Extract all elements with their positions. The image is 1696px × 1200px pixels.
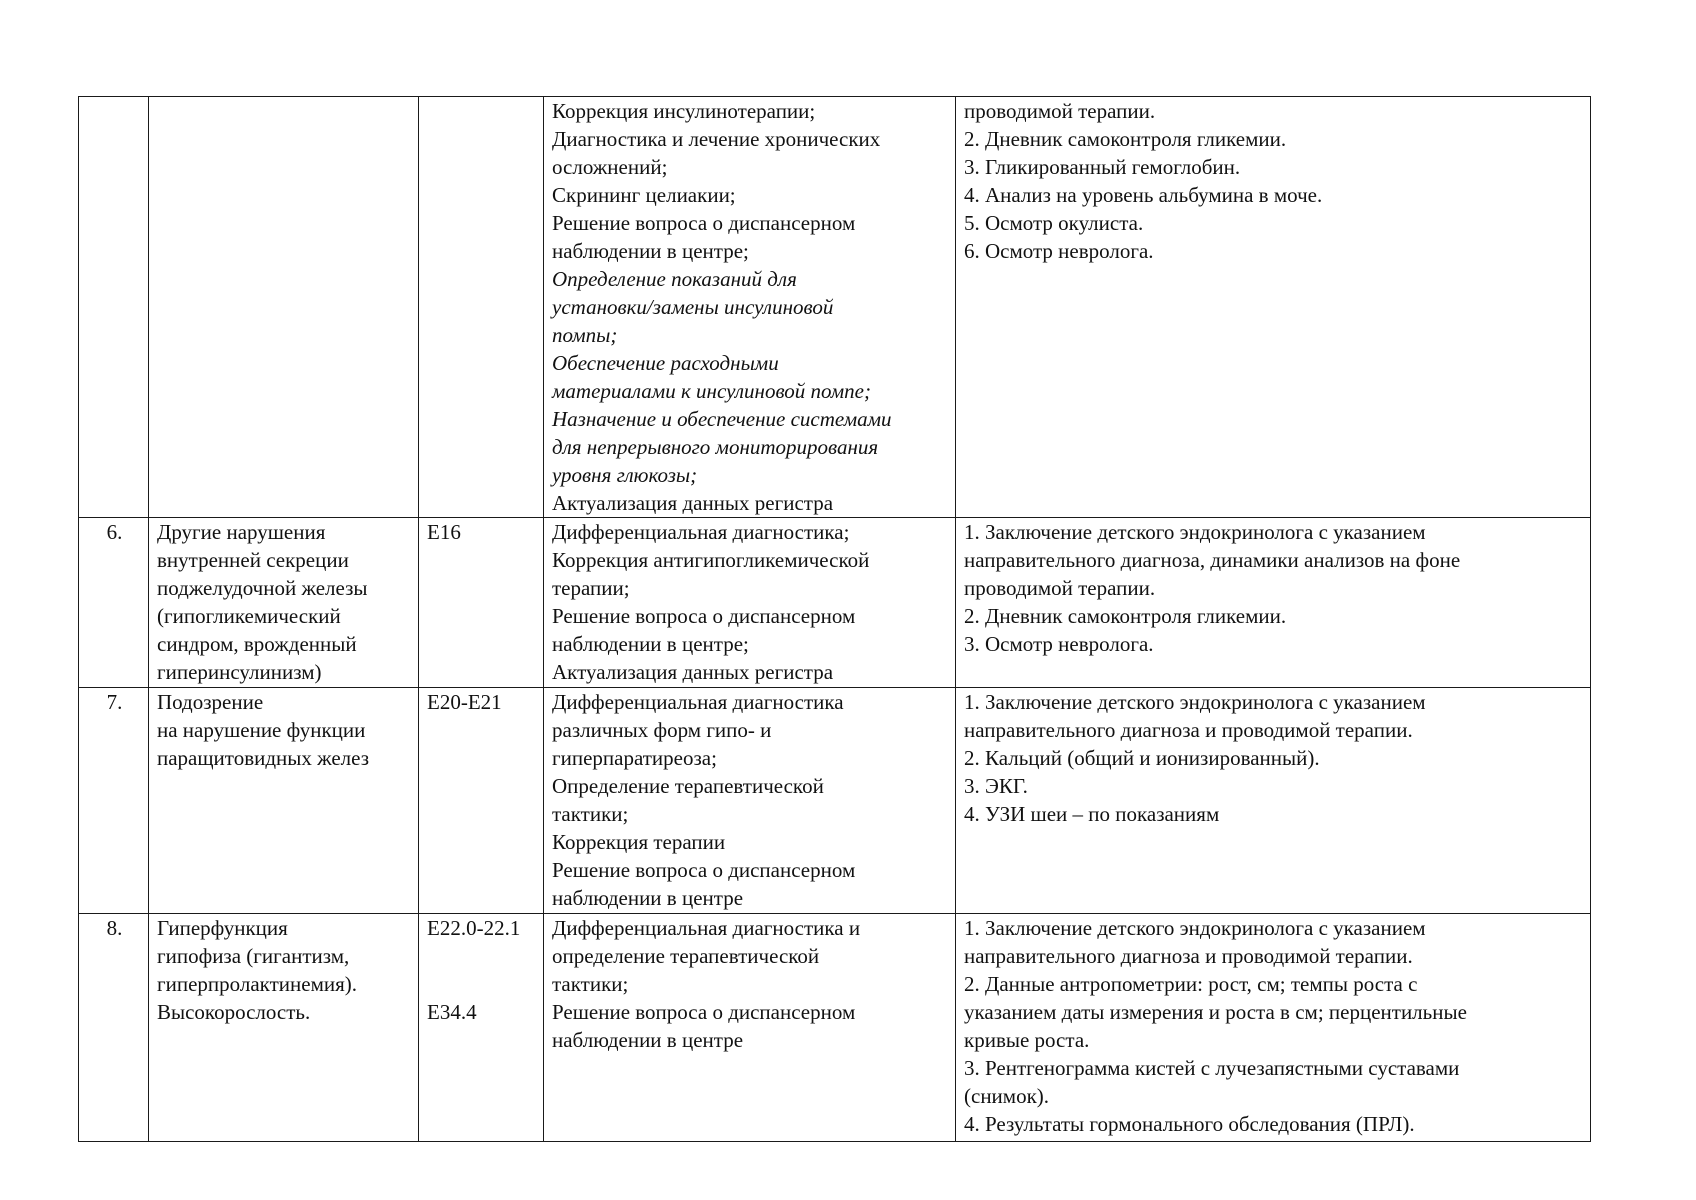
document-line: 6. Осмотр невролога. (964, 239, 1154, 263)
document-line: указанием даты измерения и роста в см; перцентильные (964, 1000, 1467, 1024)
measure-line: помпы; (552, 323, 618, 347)
document-line: проводимой терапии. (964, 99, 1156, 123)
condition-line: паращитовидных желез (157, 746, 370, 770)
measure-line: Скрининг целиакии; (552, 183, 736, 207)
row-number: 6. (79, 518, 149, 688)
document-line: 2. Дневник самоконтроля гликемии. (964, 127, 1287, 151)
measure-line: Актуализация данных регистра (552, 660, 834, 684)
measure-line: тактики; (552, 972, 629, 996)
documents-cell (956, 914, 1591, 1142)
table-row (79, 914, 1591, 1142)
measure-line: Назначение и обеспечение системами (552, 407, 892, 431)
measure-line: наблюдении в центре (552, 1028, 744, 1052)
document-line: 3. Гликированный гемоглобин. (964, 155, 1241, 179)
measure-line: тактики; (552, 802, 629, 826)
document-line: кривые роста. (964, 1028, 1090, 1052)
condition-line: гиперинсулинизм) (157, 660, 322, 684)
row-number: 7. (79, 688, 149, 914)
condition-cell (149, 518, 419, 688)
measure-line: Актуализация данных регистра (552, 491, 834, 515)
row-number: 8. (79, 914, 149, 1142)
condition-line: Другие нарушения (157, 520, 326, 544)
icd-code: E22.0-22.1 (427, 916, 521, 940)
icd-code-cell (419, 97, 544, 518)
measure-line: Дифференциальная диагностика и (552, 916, 861, 940)
document-line: (снимок). (964, 1084, 1050, 1108)
document-line: 1. Заключение детского эндокринолога с указанием (964, 520, 1426, 544)
measures-cell (544, 518, 956, 688)
document-line: 3. ЭКГ. (964, 774, 1028, 798)
documents-cell (956, 688, 1591, 914)
measures-cell (544, 914, 956, 1142)
measure-line: терапии; (552, 576, 630, 600)
condition-line: внутренней секреции (157, 548, 349, 572)
document-line: 3. Осмотр невролога. (964, 632, 1154, 656)
condition-cell (149, 688, 419, 914)
documents-cell (956, 518, 1591, 688)
document-line: 4. Анализ на уровень альбумина в моче. (964, 183, 1323, 207)
document-line: 4. Результаты гормонального обследования (ПРЛ). (964, 1112, 1415, 1136)
measure-line: Дифференциальная диагностика (552, 690, 844, 714)
measure-line: гиперпаратиреоза; (552, 746, 717, 770)
condition-line: (гипогликемический (157, 604, 341, 628)
icd-code: E34.4 (427, 1000, 477, 1024)
measure-line: Дифференциальная диагностика; (552, 520, 850, 544)
condition-line: на нарушение функции (157, 718, 366, 742)
document-line: 1. Заключение детского эндокринолога с указанием (964, 916, 1426, 940)
measure-line: наблюдении в центре; (552, 632, 749, 656)
measure-line: установки/замены инсулиновой (552, 295, 834, 319)
icd-code: E16 (427, 520, 461, 544)
document-line: 2. Кальций (общий и ионизированный). (964, 746, 1320, 770)
measure-line: наблюдении в центре (552, 886, 744, 910)
measure-line: Решение вопроса о диспансерном (552, 604, 856, 628)
condition-cell (149, 97, 419, 518)
measure-line: Коррекция терапии (552, 830, 726, 854)
condition-line: гипофиза (гигантизм, (157, 944, 350, 968)
documents-cell (956, 97, 1591, 518)
condition-line: синдром, врожденный (157, 632, 357, 656)
referral-table (78, 96, 1591, 1142)
measures-cell (544, 688, 956, 914)
measure-line: для непрерывного мониторирования (552, 435, 879, 459)
condition-line: Подозрение (157, 690, 264, 714)
icd-code-cell (419, 914, 544, 1142)
condition-line: Гиперфункция (157, 916, 288, 940)
table-row (79, 688, 1591, 914)
row-number (79, 97, 149, 518)
icd-code-cell (419, 688, 544, 914)
table-row (79, 518, 1591, 688)
measures-cell (544, 97, 956, 518)
condition-line: поджелудочной железы (157, 576, 368, 600)
measure-line: Диагностика и лечение хронических (552, 127, 881, 151)
icd-code: E20-E21 (427, 690, 502, 714)
measure-line: Определение терапевтической (552, 774, 824, 798)
measure-line: Решение вопроса о диспансерном (552, 1000, 856, 1024)
document-line: направительного диагноза, динамики анализов на фоне (964, 548, 1461, 572)
document-line: направительного диагноза и проводимой терапии. (964, 718, 1413, 742)
condition-line: Высокорослость. (157, 1000, 311, 1024)
table-row (79, 97, 1591, 518)
measure-line: осложнений; (552, 155, 668, 179)
document-line: 3. Рентгенограмма кистей с лучезапястными суставами (964, 1056, 1460, 1080)
document-line: направительного диагноза и проводимой терапии. (964, 944, 1413, 968)
spacer (427, 942, 537, 970)
measure-line: материалами к инсулиновой помпе; (552, 379, 871, 403)
measure-line: Решение вопроса о диспансерном (552, 211, 856, 235)
measure-line: Решение вопроса о диспансерном (552, 858, 856, 882)
measure-line: различных форм гипо- и (552, 718, 772, 742)
document-line: 5. Осмотр окулиста. (964, 211, 1144, 235)
measure-line: Коррекция инсулинотерапии; (552, 99, 816, 123)
measure-line: Коррекция антигипогликемической (552, 548, 870, 572)
measure-line: уровня глюкозы; (552, 463, 698, 487)
measure-line: наблюдении в центре; (552, 239, 749, 263)
document-line: 1. Заключение детского эндокринолога с указанием (964, 690, 1426, 714)
document-line: 4. УЗИ шеи – по показаниям (964, 802, 1220, 826)
measure-line: определение терапевтической (552, 944, 820, 968)
spacer (427, 970, 537, 998)
document-line: проводимой терапии. (964, 576, 1156, 600)
measure-line: Обеспечение расходными (552, 351, 779, 375)
condition-line: гиперпролактинемия). (157, 972, 358, 996)
condition-cell (149, 914, 419, 1142)
icd-code-cell (419, 518, 544, 688)
measure-line: Определение показаний для (552, 267, 797, 291)
document-line: 2. Дневник самоконтроля гликемии. (964, 604, 1287, 628)
document-line: 2. Данные антропометрии: рост, см; темпы роста с (964, 972, 1418, 996)
